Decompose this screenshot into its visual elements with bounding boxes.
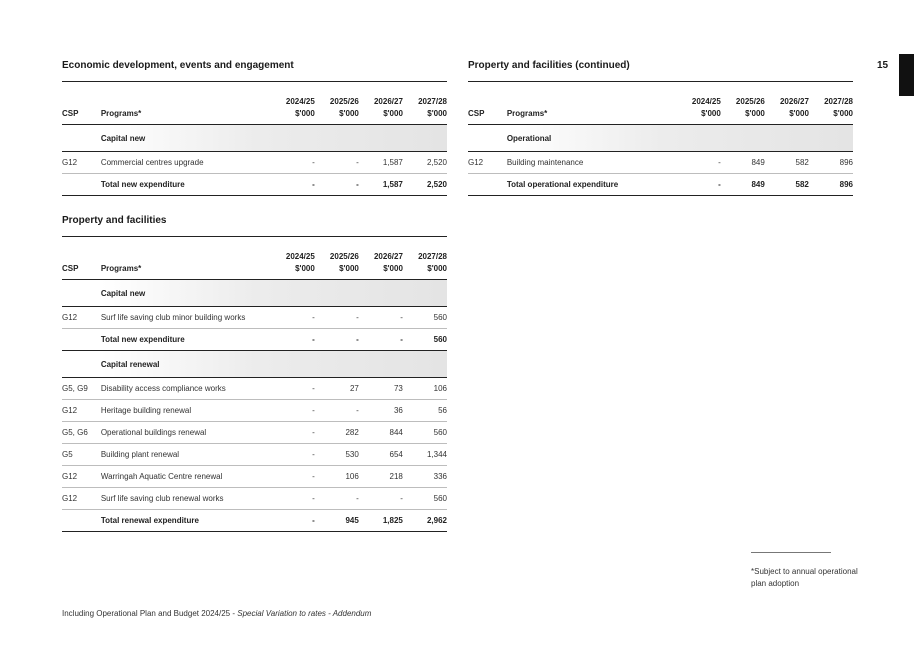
program-cell: Heritage building renewal [101, 400, 271, 422]
footer-text: Including Operational Plan and Budget 2024/25 - [62, 609, 238, 618]
csp-cell: G5 [62, 444, 101, 466]
value-cell: 106 [403, 378, 447, 400]
value-cell: - [359, 488, 403, 510]
column-header-year [359, 82, 403, 125]
total-row [62, 329, 447, 351]
csp-cell: G12 [468, 152, 507, 174]
unit-label: $'000 [383, 109, 403, 118]
table-row [62, 466, 447, 488]
value-cell: 27 [315, 378, 359, 400]
table-row [62, 488, 447, 510]
program-cell: Commercial centres upgrade [101, 152, 271, 174]
total-value-cell: - [271, 174, 315, 196]
total-value-cell: - [271, 329, 315, 351]
table-row [62, 307, 447, 329]
column-header-year [765, 82, 809, 125]
column-header-year [359, 237, 403, 280]
csp-cell: G5, G9 [62, 378, 101, 400]
table-row [468, 152, 853, 174]
footnote: *Subject to annual operational plan adoption [751, 567, 858, 588]
value-cell: - [271, 444, 315, 466]
category-row [62, 351, 447, 378]
table-header-row [468, 82, 853, 125]
value-cell: - [271, 152, 315, 174]
table-row [62, 422, 447, 444]
year-label: 2025/26 [329, 252, 359, 261]
total-label: Total operational expenditure [507, 174, 677, 196]
value-cell: 2,520 [403, 152, 447, 174]
column-header-csp: CSP [62, 237, 101, 280]
total-label: Total new expenditure [101, 174, 271, 196]
value-cell: 896 [809, 152, 853, 174]
unit-label: $'000 [383, 264, 403, 273]
value-cell: 654 [359, 444, 403, 466]
column-header-programs: Programs* [507, 82, 677, 125]
page-footer [62, 609, 371, 618]
value-cell: - [315, 307, 359, 329]
program-cell: Operational buildings renewal [101, 422, 271, 444]
table-row [62, 400, 447, 422]
section-title: Property and facilities [62, 215, 167, 226]
total-value-cell: - [315, 329, 359, 351]
value-cell: - [271, 378, 315, 400]
total-value-cell: 849 [721, 174, 765, 196]
column-header-programs: Programs* [101, 82, 271, 125]
program-cell: Building maintenance [507, 152, 677, 174]
column-header-year [271, 237, 315, 280]
year-label: 2025/26 [735, 97, 765, 106]
value-cell: 560 [403, 422, 447, 444]
column-header-programs: Programs* [101, 237, 271, 280]
unit-label: $'000 [745, 109, 765, 118]
category-label: Capital renewal [101, 351, 447, 378]
column-header-csp: CSP [62, 82, 101, 125]
total-value-cell: 2,962 [403, 510, 447, 532]
program-cell: Disability access compliance works [101, 378, 271, 400]
value-cell: - [315, 400, 359, 422]
program-cell: Building plant renewal [101, 444, 271, 466]
unit-label: $'000 [295, 109, 315, 118]
value-cell: - [271, 466, 315, 488]
csp-cell: G12 [62, 488, 101, 510]
footer-emphasis: Special Variation to rates - Addendum [237, 609, 372, 618]
value-cell: - [677, 152, 721, 174]
category-spacer [62, 351, 101, 378]
year-label: 2026/27 [779, 97, 809, 106]
csp-cell: G12 [62, 466, 101, 488]
program-cell: Surf life saving club renewal works [101, 488, 271, 510]
value-cell: 56 [403, 400, 447, 422]
budget-table [62, 236, 447, 532]
total-value-cell: 945 [315, 510, 359, 532]
column-header-year [677, 82, 721, 125]
total-spacer [62, 329, 101, 351]
unit-label: $'000 [701, 109, 721, 118]
category-spacer [468, 125, 507, 152]
section-title: Economic development, events and engagement [62, 60, 294, 71]
total-value-cell: - [315, 174, 359, 196]
program-cell: Warringah Aquatic Centre renewal [101, 466, 271, 488]
category-spacer [62, 125, 101, 152]
total-value-cell: 560 [403, 329, 447, 351]
unit-label: $'000 [789, 109, 809, 118]
csp-cell: G12 [62, 152, 101, 174]
value-cell: 560 [403, 307, 447, 329]
value-cell: 844 [359, 422, 403, 444]
column-header-csp: CSP [468, 82, 507, 125]
value-cell: - [315, 152, 359, 174]
footnote-divider [751, 552, 831, 553]
table-header-row [62, 237, 447, 280]
column-header-year [271, 82, 315, 125]
total-row [62, 174, 447, 196]
value-cell: 282 [315, 422, 359, 444]
value-cell: - [359, 307, 403, 329]
unit-label: $'000 [295, 264, 315, 273]
total-value-cell: - [271, 510, 315, 532]
value-cell: 849 [721, 152, 765, 174]
value-cell: 1,587 [359, 152, 403, 174]
budget-table [468, 81, 853, 196]
value-cell: 218 [359, 466, 403, 488]
total-label: Total renewal expenditure [101, 510, 271, 532]
total-label: Total new expenditure [101, 329, 271, 351]
value-cell: - [271, 488, 315, 510]
category-spacer [62, 280, 101, 307]
total-value-cell: 582 [765, 174, 809, 196]
total-spacer [62, 510, 101, 532]
total-value-cell: 1,587 [359, 174, 403, 196]
value-cell: - [315, 488, 359, 510]
year-label: 2027/28 [418, 97, 447, 106]
total-spacer [468, 174, 507, 196]
unit-label: $'000 [427, 264, 447, 273]
category-row [62, 125, 447, 152]
value-cell: 73 [359, 378, 403, 400]
value-cell: 560 [403, 488, 447, 510]
table-row [62, 152, 447, 174]
year-label: 2027/28 [824, 97, 853, 106]
table-row [62, 444, 447, 466]
year-label: 2024/25 [285, 252, 315, 261]
csp-cell: G12 [62, 307, 101, 329]
value-cell: 582 [765, 152, 809, 174]
year-label: 2026/27 [373, 252, 403, 261]
year-label: 2025/26 [329, 97, 359, 106]
unit-label: $'000 [339, 109, 359, 118]
table-header-row [62, 82, 447, 125]
column-header-year [809, 82, 853, 125]
section-title: Property and facilities (continued) [468, 60, 630, 71]
csp-cell: G5, G6 [62, 422, 101, 444]
value-cell: 36 [359, 400, 403, 422]
page-tab-marker [899, 54, 914, 96]
column-header-year [315, 82, 359, 125]
total-value-cell: 896 [809, 174, 853, 196]
category-label: Operational [507, 125, 853, 152]
csp-cell: G12 [62, 400, 101, 422]
column-header-year [721, 82, 765, 125]
value-cell: 1,344 [403, 444, 447, 466]
value-cell: 530 [315, 444, 359, 466]
year-label: 2026/27 [373, 97, 403, 106]
year-label: 2027/28 [418, 252, 447, 261]
value-cell: - [271, 400, 315, 422]
category-label: Capital new [101, 125, 447, 152]
total-value-cell: 1,825 [359, 510, 403, 532]
category-row [62, 280, 447, 307]
category-label: Capital new [101, 280, 447, 307]
total-value-cell: - [359, 329, 403, 351]
value-cell: - [271, 422, 315, 444]
total-value-cell: - [677, 174, 721, 196]
total-value-cell: 2,520 [403, 174, 447, 196]
value-cell: 336 [403, 466, 447, 488]
year-label: 2024/25 [691, 97, 721, 106]
column-header-year [403, 237, 447, 280]
value-cell: 106 [315, 466, 359, 488]
total-spacer [62, 174, 101, 196]
table-row [62, 378, 447, 400]
page-number: 15 [877, 60, 889, 71]
unit-label: $'000 [339, 264, 359, 273]
program-cell: Surf life saving club minor building works [101, 307, 271, 329]
unit-label: $'000 [833, 109, 853, 118]
column-header-year [403, 82, 447, 125]
budget-table [62, 81, 447, 196]
total-row [62, 510, 447, 532]
column-header-year [315, 237, 359, 280]
value-cell: - [271, 307, 315, 329]
year-label: 2024/25 [285, 97, 315, 106]
total-row [468, 174, 853, 196]
category-row [468, 125, 853, 152]
unit-label: $'000 [427, 109, 447, 118]
